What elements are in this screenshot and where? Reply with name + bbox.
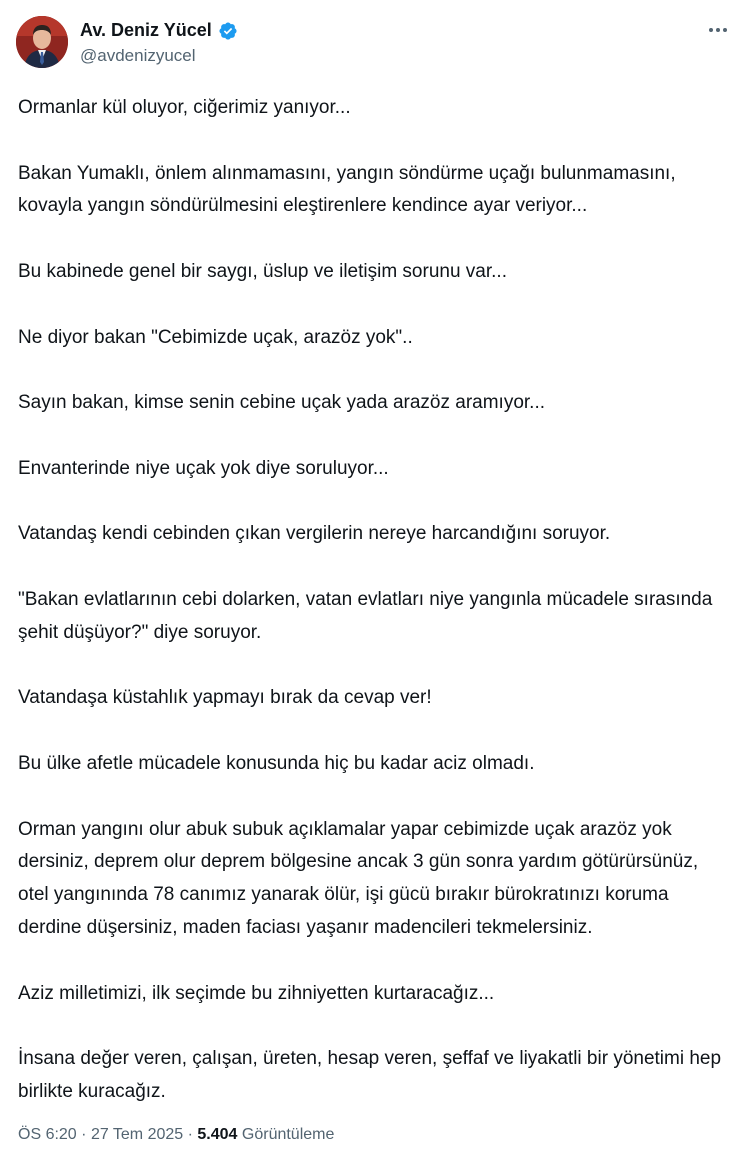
tweet-header <box>16 14 734 74</box>
user-handle[interactable]: @avdenizyucel <box>80 46 196 65</box>
tweet-paragraph: Bu kabinede genel bir saygı, üslup ve iletişim sorunu var... <box>18 260 507 282</box>
tweet-paragraph: Bu ülke afetle mücadele konusunda hiç bu kadar aciz olmadı. <box>18 752 535 774</box>
tweet-text <box>18 92 728 1109</box>
tweet-meta <box>18 1126 334 1144</box>
tweet-paragraph: Vatandaşa küstahlık yapmayı bırak da cevap ver! <box>18 687 432 709</box>
views-count: 5.404 <box>197 1126 238 1143</box>
tweet-date[interactable]: 27 Tem 2025 <box>90 1126 184 1143</box>
tweet-paragraph: Envanterinde niye uçak yok diye soruluyor... <box>18 457 389 479</box>
tweet-paragraph: Aziz milletimizi, ilk seçimde bu zihniyetten kurtaracağız... <box>18 982 495 1004</box>
tweet-paragraph: Orman yangını olur abuk subuk açıklamalar yapar cebimizde uçak arazöz yok dersiniz, deprem olur deprem bölgesine ancak 3 gün sonra yardım götürürsünüz, otel yangınında 78 canımız yanarak ölür, işi gücü bırakır bürokratınızı koruma derdine düşersiniz, maden faciası yaşanır madencileri tekmelersiniz. <box>18 818 704 938</box>
tweet-paragraph: Bakan Yumaklı, önlem alınmamasını, yangın söndürme uçağı bulunmamasını, kovayla yangın söndürülmesini eleştirenlere kendince ayar veriyor... <box>18 162 681 217</box>
tweet-time[interactable]: ÖS 6:20 <box>18 1126 77 1143</box>
display-name[interactable]: Av. Deniz Yücel <box>80 20 212 40</box>
tweet-paragraph: Ormanlar kül oluyor, ciğerimiz yanıyor... <box>18 97 351 118</box>
more-options-icon[interactable] <box>708 22 728 33</box>
verified-badge-icon <box>218 21 238 41</box>
tweet-paragraph: İnsana değer veren, çalışan, üreten, hesap veren, şeffaf ve liyakatli bir yönetimi hep birlikte kuracağız. <box>18 1048 727 1102</box>
avatar[interactable] <box>16 16 68 68</box>
meta-separator: · <box>187 1126 193 1143</box>
name-row <box>80 20 238 41</box>
profile-photo-icon <box>16 16 68 68</box>
meta-separator: · <box>81 1126 87 1143</box>
views-label: Görüntüleme <box>241 1126 335 1143</box>
tweet-paragraph: Vatandaş kendi cebinden çıkan vergilerin nereye harcandığını soruyor. <box>18 523 611 545</box>
tweet-paragraph: Sayın bakan, kimse senin cebine uçak yada arazöz aramıyor... <box>18 392 545 414</box>
tweet-paragraph: Ne diyor bakan "Cebimizde uçak, arazöz yok".. <box>18 326 413 348</box>
tweet-paragraph: "Bakan evlatlarının cebi dolarken, vatan evlatları niye yangınla mücadele sırasında şehit düşüyor?" diye soruyor. <box>18 588 718 643</box>
